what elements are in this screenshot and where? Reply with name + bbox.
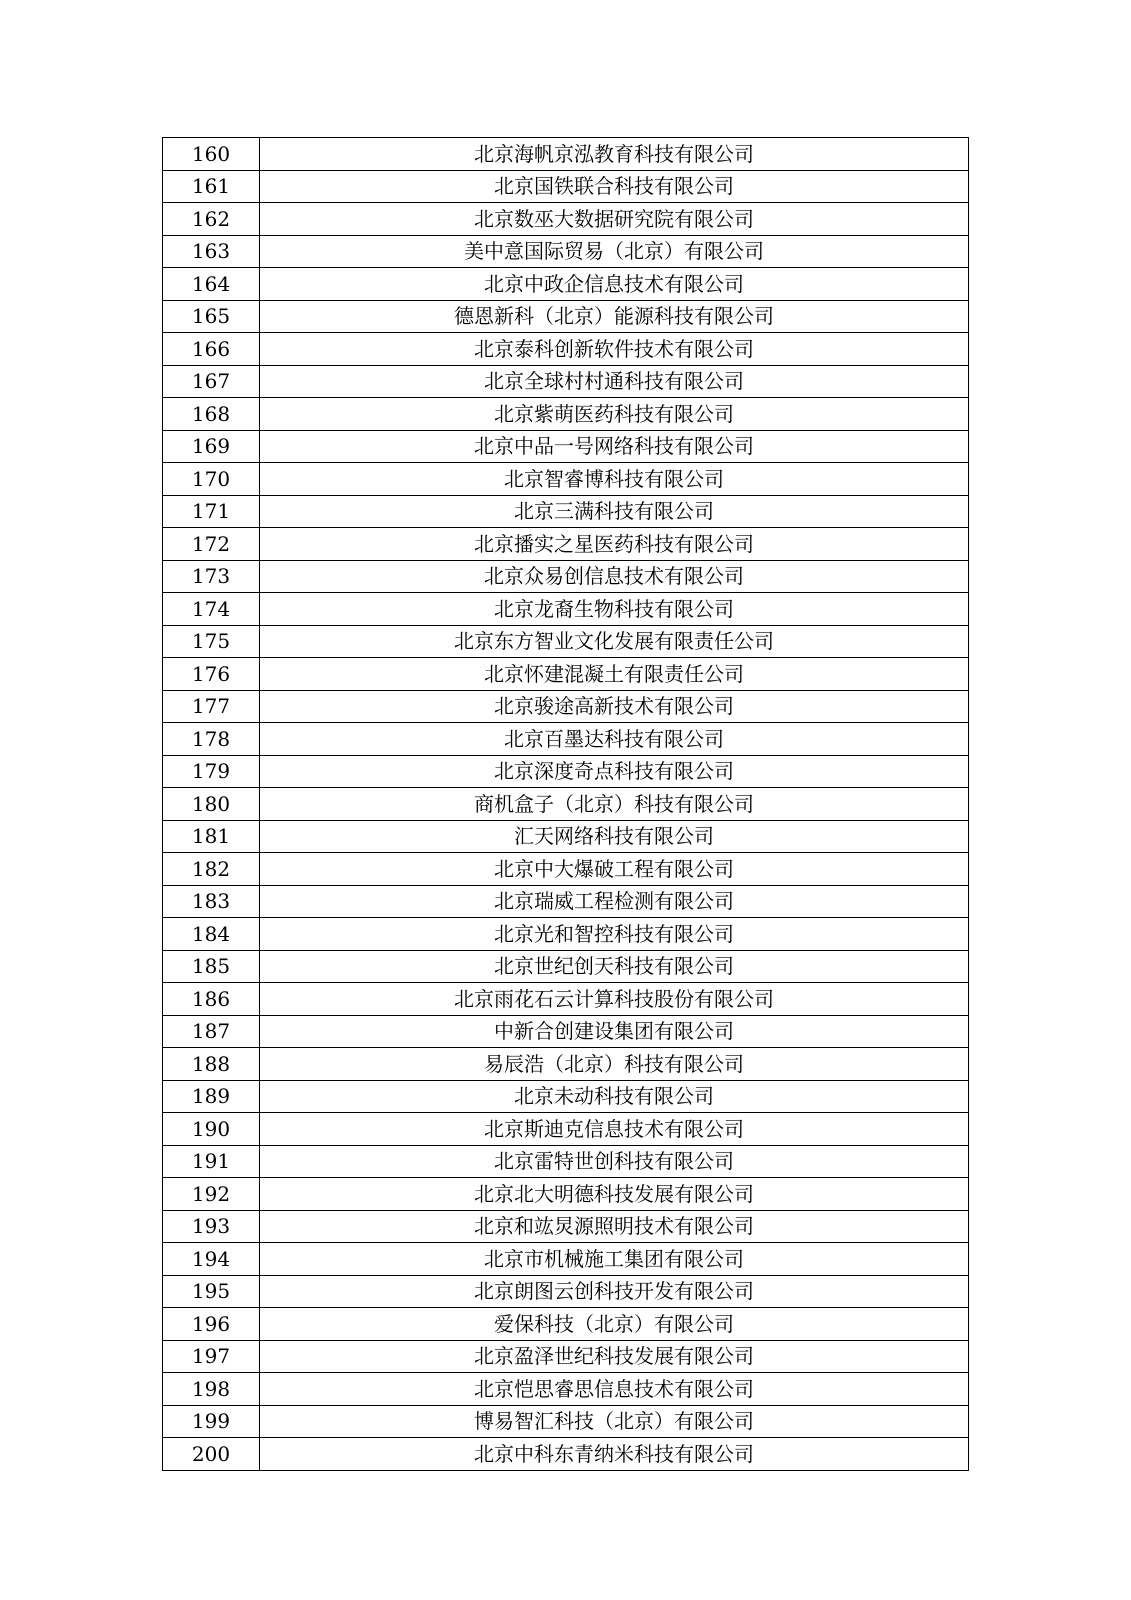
row-number: 163 — [163, 235, 260, 268]
row-number: 160 — [163, 138, 260, 171]
table-row — [163, 138, 969, 171]
row-number: 173 — [163, 560, 260, 593]
company-name: 北京泰科创新软件技术有限公司 — [260, 333, 969, 366]
table-row — [163, 235, 969, 268]
row-number: 198 — [163, 1373, 260, 1406]
table-row — [163, 203, 969, 236]
row-number: 187 — [163, 1015, 260, 1048]
row-number: 200 — [163, 1438, 260, 1471]
row-number: 162 — [163, 203, 260, 236]
table-row — [163, 1438, 969, 1471]
table-row — [163, 1373, 969, 1406]
table-row — [163, 1308, 969, 1341]
row-number: 175 — [163, 625, 260, 658]
table-row — [163, 365, 969, 398]
row-number: 189 — [163, 1080, 260, 1113]
table-row — [163, 1243, 969, 1276]
row-number: 196 — [163, 1308, 260, 1341]
table-row — [163, 1275, 969, 1308]
table-row — [163, 1210, 969, 1243]
table-row — [163, 950, 969, 983]
row-number: 177 — [163, 690, 260, 723]
row-number: 184 — [163, 918, 260, 951]
table-row — [163, 1405, 969, 1438]
row-number: 170 — [163, 463, 260, 496]
table-row — [163, 853, 969, 886]
company-name: 北京中政企信息技术有限公司 — [260, 268, 969, 301]
company-name: 北京世纪创天科技有限公司 — [260, 950, 969, 983]
company-name: 北京未动科技有限公司 — [260, 1080, 969, 1113]
row-number: 181 — [163, 820, 260, 853]
company-name: 北京市机械施工集团有限公司 — [260, 1243, 969, 1276]
row-number: 195 — [163, 1275, 260, 1308]
company-name: 北京恺思睿思信息技术有限公司 — [260, 1373, 969, 1406]
row-number: 171 — [163, 495, 260, 528]
row-number: 185 — [163, 950, 260, 983]
company-name: 北京雷特世创科技有限公司 — [260, 1145, 969, 1178]
company-name: 北京播实之星医药科技有限公司 — [260, 528, 969, 561]
table-row — [163, 1015, 969, 1048]
table-row — [163, 1048, 969, 1081]
row-number: 182 — [163, 853, 260, 886]
row-number: 180 — [163, 788, 260, 821]
company-name: 北京斯迪克信息技术有限公司 — [260, 1113, 969, 1146]
row-number: 167 — [163, 365, 260, 398]
table-row — [163, 885, 969, 918]
company-name: 北京骏途高新技术有限公司 — [260, 690, 969, 723]
company-name: 北京东方智业文化发展有限责任公司 — [260, 625, 969, 658]
row-number: 190 — [163, 1113, 260, 1146]
table-row — [163, 1113, 969, 1146]
table-row — [163, 430, 969, 463]
company-name: 北京雨花石云计算科技股份有限公司 — [260, 983, 969, 1016]
row-number: 164 — [163, 268, 260, 301]
row-number: 193 — [163, 1210, 260, 1243]
row-number: 169 — [163, 430, 260, 463]
company-name: 北京光和智控科技有限公司 — [260, 918, 969, 951]
row-number: 168 — [163, 398, 260, 431]
table-row — [163, 300, 969, 333]
table-row — [163, 1145, 969, 1178]
row-number: 176 — [163, 658, 260, 691]
table-row — [163, 528, 969, 561]
row-number: 174 — [163, 593, 260, 626]
row-number: 188 — [163, 1048, 260, 1081]
table-row — [163, 820, 969, 853]
table-row — [163, 463, 969, 496]
row-number: 186 — [163, 983, 260, 1016]
table-row — [163, 1178, 969, 1211]
table-row — [163, 333, 969, 366]
row-number: 191 — [163, 1145, 260, 1178]
company-name: 北京盈泽世纪科技发展有限公司 — [260, 1340, 969, 1373]
table-row — [163, 690, 969, 723]
company-name: 爱保科技（北京）有限公司 — [260, 1308, 969, 1341]
company-name: 北京北大明德科技发展有限公司 — [260, 1178, 969, 1211]
row-number: 161 — [163, 170, 260, 203]
company-name: 北京百墨达科技有限公司 — [260, 723, 969, 756]
company-name: 北京三满科技有限公司 — [260, 495, 969, 528]
table-row — [163, 755, 969, 788]
company-name: 博易智汇科技（北京）有限公司 — [260, 1405, 969, 1438]
company-list-table — [162, 137, 969, 1471]
company-name: 北京龙裔生物科技有限公司 — [260, 593, 969, 626]
row-number: 166 — [163, 333, 260, 366]
row-number: 192 — [163, 1178, 260, 1211]
row-number: 172 — [163, 528, 260, 561]
table-row — [163, 625, 969, 658]
company-name: 北京智睿博科技有限公司 — [260, 463, 969, 496]
company-name: 德恩新科（北京）能源科技有限公司 — [260, 300, 969, 333]
table-row — [163, 560, 969, 593]
table-row — [163, 918, 969, 951]
company-name: 北京瑞威工程检测有限公司 — [260, 885, 969, 918]
company-name: 北京和竑炅源照明技术有限公司 — [260, 1210, 969, 1243]
row-number: 199 — [163, 1405, 260, 1438]
table-row — [163, 268, 969, 301]
company-name: 商机盒子（北京）科技有限公司 — [260, 788, 969, 821]
row-number: 165 — [163, 300, 260, 333]
table-row — [163, 1080, 969, 1113]
table-row — [163, 398, 969, 431]
table-row — [163, 170, 969, 203]
company-name: 北京深度奇点科技有限公司 — [260, 755, 969, 788]
row-number: 179 — [163, 755, 260, 788]
company-name: 北京全球村村通科技有限公司 — [260, 365, 969, 398]
company-name: 北京海帆京泓教育科技有限公司 — [260, 138, 969, 171]
row-number: 194 — [163, 1243, 260, 1276]
company-list-body — [163, 138, 969, 1471]
company-name: 北京朗图云创科技开发有限公司 — [260, 1275, 969, 1308]
company-name: 北京数巫大数据研究院有限公司 — [260, 203, 969, 236]
row-number: 197 — [163, 1340, 260, 1373]
company-name: 北京国铁联合科技有限公司 — [260, 170, 969, 203]
table-row — [163, 658, 969, 691]
company-name: 北京怀建混凝土有限责任公司 — [260, 658, 969, 691]
table-row — [163, 788, 969, 821]
company-name: 中新合创建设集团有限公司 — [260, 1015, 969, 1048]
company-name: 北京中品一号网络科技有限公司 — [260, 430, 969, 463]
company-name: 北京众易创信息技术有限公司 — [260, 560, 969, 593]
company-name: 北京中科东青纳米科技有限公司 — [260, 1438, 969, 1471]
table-row — [163, 1340, 969, 1373]
row-number: 178 — [163, 723, 260, 756]
table-row — [163, 723, 969, 756]
company-name: 汇天网络科技有限公司 — [260, 820, 969, 853]
row-number: 183 — [163, 885, 260, 918]
company-name: 北京中大爆破工程有限公司 — [260, 853, 969, 886]
company-name: 北京紫萌医药科技有限公司 — [260, 398, 969, 431]
company-name: 易辰浩（北京）科技有限公司 — [260, 1048, 969, 1081]
table-row — [163, 495, 969, 528]
table-row — [163, 593, 969, 626]
company-name: 美中意国际贸易（北京）有限公司 — [260, 235, 969, 268]
table-row — [163, 983, 969, 1016]
